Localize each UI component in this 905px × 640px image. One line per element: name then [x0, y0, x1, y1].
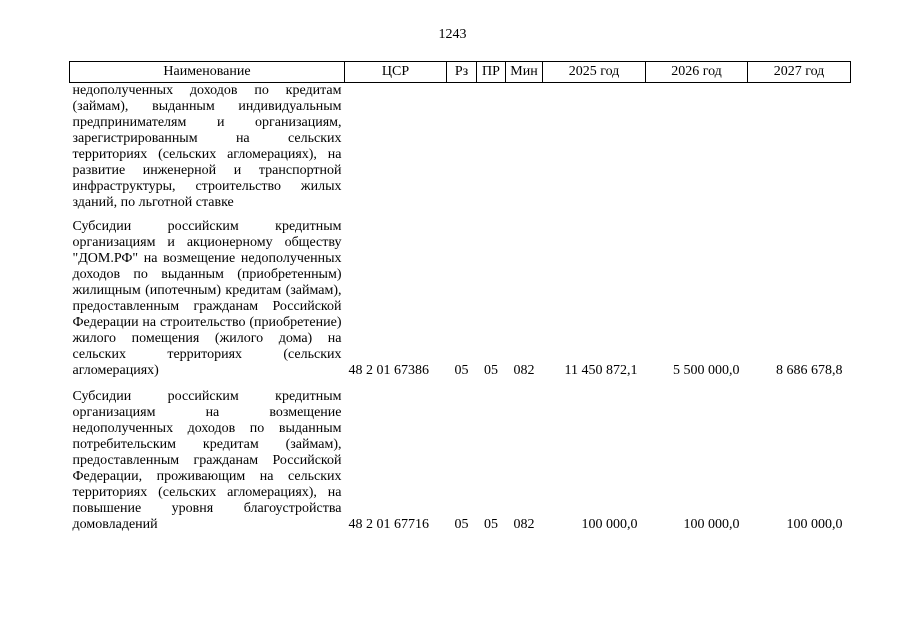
row-name: Субсидии российским кредитным организациям и акционерному обществу "ДОМ.РФ" на возмещение недополученных доходов по выданным (приобретенным) жилищным (ипотечным) кредитам (займам), предоставленным гражданам Российской Федерации на строительство (приобретение) жилого помещения (жилого дома) на сельских территориях (сельских агломерациях)	[72, 219, 342, 378]
header-2027: 2027 год	[748, 62, 851, 83]
header-rz: Рз	[447, 62, 477, 83]
row-2026: 100 000,0	[683, 517, 740, 532]
table-row	[70, 213, 851, 383]
table-header	[70, 62, 851, 83]
row-2025	[543, 83, 646, 214]
row-2027: 100 000,0	[786, 517, 843, 532]
row-rz: 05	[454, 517, 469, 532]
row-rz: 05	[454, 363, 469, 378]
row-min	[506, 83, 543, 214]
row-2026: 5 500 000,0	[673, 363, 740, 378]
row-min: 082	[513, 517, 535, 532]
row-2027	[748, 83, 851, 214]
page-number: 1243	[438, 27, 467, 42]
budget-table	[69, 61, 851, 537]
row-name: Субсидии российским кредитным организациям на возмещение недополученных доходов по выданным потребительским кредитам (займам), предоставленным гражданам Российской Федерации, проживающим на сельских территориях (сельских агломерациях), на повышение уровня благоустройства домовладений	[72, 389, 342, 532]
row-pr	[477, 83, 506, 214]
header-2025: 2025 год	[543, 62, 646, 83]
header-min: Мин	[506, 62, 543, 83]
row-min: 082	[513, 363, 535, 378]
header-name: Наименование	[70, 62, 345, 83]
row-name: недополученных доходов по кредитам (займам), выданным индивидуальным предпринимателям и организациям, зарегистрированным на сельских территориях (сельских агломерациях), на развитие инженерной и транспортной инфраструктуры, строительство жилых зданий, по льготной ставке	[72, 83, 342, 210]
row-2026	[646, 83, 748, 214]
row-2025: 100 000,0	[581, 517, 638, 532]
header-2026: 2026 год	[646, 62, 748, 83]
row-csr: 48 2 01 67386	[348, 363, 429, 378]
row-pr: 05	[484, 517, 498, 532]
table-row	[70, 83, 851, 214]
row-pr: 05	[484, 363, 498, 378]
row-2027: 8 686 678,8	[776, 363, 843, 378]
row-csr: 48 2 01 67716	[348, 517, 429, 532]
table-row	[70, 383, 851, 537]
row-csr	[345, 83, 447, 214]
row-2025: 11 450 872,1	[564, 363, 638, 378]
row-rz	[447, 83, 477, 214]
header-csr: ЦСР	[345, 62, 447, 83]
header-pr: ПР	[477, 62, 506, 83]
